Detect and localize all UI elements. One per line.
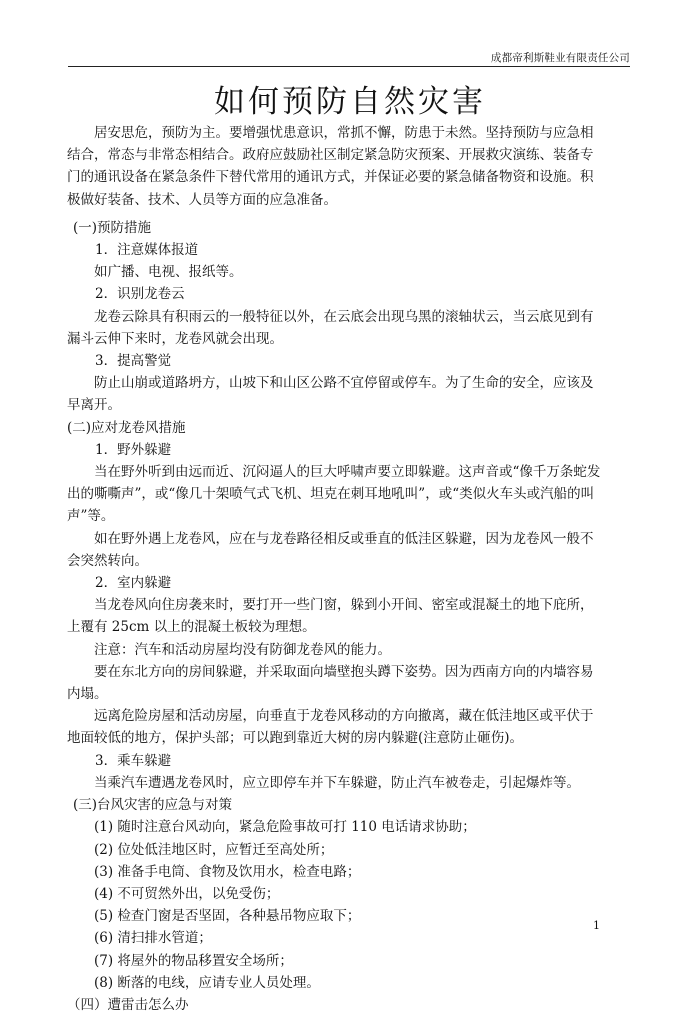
section-heading: （四）遭雷击怎么办 — [67, 996, 189, 1013]
page-number: 1 — [593, 919, 600, 932]
section-heading: (三)台风灾害的应急与对策 — [73, 797, 233, 814]
section-heading: (一)预防措施 — [73, 219, 152, 236]
list-item: (8) 断落的电线，应请专业人员处理。 — [94, 974, 320, 991]
list-item: (5) 检查门窗是否坚固，各种悬吊物应取下； — [94, 908, 361, 925]
document-body — [67, 122, 602, 1016]
item-paragraph: 当在野外听到由远而近、沉闷逼人的巨大呼啸声要立即躲避。这声音或“像千万条蛇发出的嘶嘶声”，或“像几十架喷气式飞机、坦克在刺耳地吼叫”，或“类似火车头或汽船的叫声”等。 — [67, 464, 601, 525]
list-item: (7) 将屋外的物品移置安全场所； — [94, 952, 293, 969]
intro-paragraph: 居安思危，预防为主。要增强忧患意识，常抓不懈，防患于未然。坚持预防与应急相结合，常态与非常态相结合。政府应鼓励社区制定紧急防灾预案、开展救灾演练、装备专门的通讯设备在紧急条件下替代常用的通讯方式，并保证必要的紧急储备物资和设施。积极做好装备、技术、人员等方面的应急准备。 — [67, 125, 594, 208]
page-header — [68, 44, 630, 67]
item-title: 3．提高警觉 — [95, 353, 172, 370]
item-paragraph: 龙卷云除具有积雨云的一般特征以外，在云底会出现乌黑的滚轴状云，当云底见到有漏斗云伸下来时，龙卷风就会出现。 — [67, 308, 594, 347]
list-item: (4) 不可贸然外出，以免受伤； — [94, 885, 280, 902]
item-paragraph: 当乘汽车遭遇龙卷风时，应立即停车并下车躲避，防止汽车被卷走，引起爆炸等。 — [94, 774, 580, 791]
company-name: 成都帝利斯鞋业有限责任公司 — [490, 52, 630, 64]
item-title: 2．室内躲避 — [95, 575, 172, 592]
item-paragraph: 远离危险房屋和活动房屋，向垂直于龙卷风移动的方向撤离，藏在低洼地区或平伏于地面较低的地方，保护头部；可以跑到靠近大树的房内躲避(注意防止砸伤)。 — [67, 708, 594, 747]
list-item: (2) 位处低洼地区时，应暂迁至高处所； — [94, 841, 334, 858]
list-item: (3) 准备手电筒、食物及饮用水，检查电路； — [94, 863, 361, 880]
list-item: (1) 随时注意台风动向，紧急危险事故可打 110 电话请求协助； — [94, 819, 476, 836]
item-title: 1．注意媒体报道 — [95, 242, 199, 259]
item-paragraph: 如在野外遇上龙卷风，应在与龙卷路径相反或垂直的低洼区躲避，因为龙卷风一般不会突然转向。 — [67, 530, 594, 569]
document-title: 如何预防自然灾害 — [214, 84, 486, 120]
item-paragraph: 要在东北方向的房间躲避，并采取面向墙壁抱头蹲下姿势。因为西南方向的内墙容易内塌。 — [67, 663, 594, 703]
item-title: 2．识别龙卷云 — [95, 286, 185, 303]
item-paragraph: 注意：汽车和活动房屋均没有防御龙卷风的能力。 — [94, 641, 391, 658]
item-paragraph: 防止山崩或道路坍方，山坡下和山区公路不宜停留或停车。为了生命的安全，应该及早离开。 — [67, 375, 594, 414]
item-title: 3．乘车躲避 — [95, 752, 172, 769]
item-paragraph: 当龙卷风向住房袭来时，要打开一些门窗，躲到小开间、密室或混凝土的地下庇所，上覆有 25cm 以上的混凝土板较为理想。 — [67, 597, 594, 636]
item-paragraph: 如广播、电视、报纸等。 — [94, 264, 243, 281]
list-item: (6) 清扫排水管道； — [94, 930, 212, 947]
item-title: 1．野外躲避 — [95, 441, 172, 458]
section-heading: (二)应对龙卷风措施 — [67, 419, 186, 436]
